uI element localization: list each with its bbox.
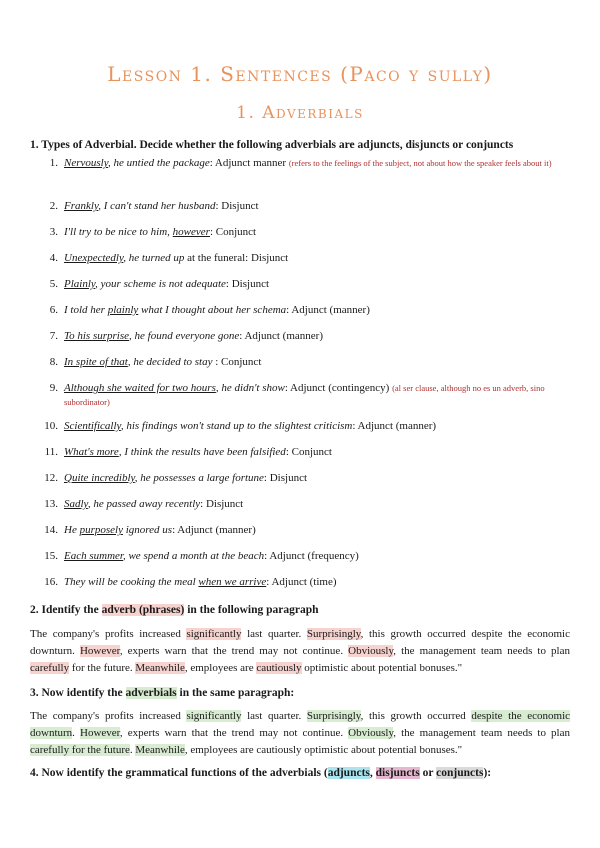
list-text bbox=[64, 445, 574, 459]
list-text bbox=[64, 225, 574, 239]
page-title: Lesson 1. Sentences (Paco y sully) bbox=[107, 62, 493, 86]
list-text bbox=[64, 251, 574, 265]
example-sentence: Frankly, I can't stand her husband bbox=[64, 200, 216, 212]
adverbial-underlined: plainly bbox=[107, 304, 139, 316]
list-text bbox=[64, 199, 574, 213]
list-number: 2. bbox=[49, 200, 58, 212]
paragraph-adverbials bbox=[30, 708, 570, 759]
adverbial-underlined: Nervously bbox=[64, 157, 108, 169]
list-text bbox=[64, 303, 574, 317]
example-sentence: Quite incredibly, he possesses a large fortune bbox=[64, 472, 264, 484]
list-number: 7. bbox=[49, 330, 58, 342]
example-sentence: To his surprise, he found everyone gone bbox=[64, 330, 240, 342]
list-number: 6. bbox=[49, 304, 58, 316]
example-sentence: I told her plainly what I thought about her schema bbox=[64, 304, 287, 316]
highlighted-term: However bbox=[79, 645, 120, 657]
example-sentence: Although she waited for two hours, he didn't show bbox=[64, 382, 285, 394]
answer-note: (refers to the feelings of the subject, not about how the speaker feels about it) bbox=[288, 158, 552, 168]
highlighted-term: However bbox=[80, 727, 120, 739]
answer: : Adjunct (manner) bbox=[352, 420, 437, 432]
example-sentence: I'll try to be nice to him, however bbox=[64, 226, 210, 238]
highlighted-term: Meanwhile bbox=[135, 744, 185, 756]
answer: : Disjunct bbox=[225, 278, 270, 290]
example-sentence: What's more, I think the results have been falsified bbox=[64, 446, 286, 458]
adverbial-underlined: Sadly bbox=[64, 498, 88, 510]
adverbial-underlined: however bbox=[172, 226, 210, 238]
adverbial-underlined: Quite incredibly bbox=[64, 472, 135, 484]
example-sentence: They will be cooking the meal when we arrive bbox=[64, 576, 267, 588]
answer: : Disjunct bbox=[215, 200, 259, 212]
answer: : Adjunct (frequency) bbox=[264, 550, 359, 562]
paragraph-text: , experts warn that the trend may not continue. bbox=[119, 645, 349, 657]
answer-note: (al ser clause, although no es un adverb, sino subordinator) bbox=[64, 383, 545, 407]
section-subtitle: 1. Adverbials bbox=[236, 103, 364, 123]
adverbial-underlined: In spite of that bbox=[64, 356, 128, 368]
adverbial-underlined: Although she waited for two hours bbox=[64, 382, 216, 394]
answer: : Adjunct (manner) bbox=[286, 304, 370, 316]
paragraph-text: last quarter. bbox=[241, 628, 307, 640]
list-text bbox=[64, 381, 574, 409]
list-number: 12. bbox=[44, 472, 58, 484]
section1-heading: 1. Types of Adverbial. Decide whether the following adverbials are adjuncts, disjuncts or conjuncts bbox=[30, 139, 514, 151]
adverbial-underlined: Frankly bbox=[64, 200, 99, 212]
paragraph-text: , experts warn that the trend may not continue. bbox=[119, 727, 349, 739]
paragraph-text: The company's profits increased bbox=[30, 628, 187, 640]
adverbial-underlined: To his surprise bbox=[64, 330, 130, 342]
answer: : Conjunct bbox=[212, 356, 262, 368]
answer: : Adjunct manner bbox=[209, 157, 289, 169]
answer: : Conjunct bbox=[285, 446, 332, 458]
answer: : Disjunct bbox=[263, 472, 308, 484]
section2-heading: 2. Identify the adverb (phrases) in the following paragraph bbox=[30, 604, 319, 616]
list-number: 5. bbox=[49, 278, 58, 290]
list-text bbox=[64, 419, 574, 433]
list-number: 11. bbox=[44, 446, 58, 458]
highlighted-term: significantly bbox=[186, 628, 242, 640]
example-sentence: In spite of that, he decided to stay bbox=[64, 356, 213, 368]
example-sentence: Each summer, we spend a month at the beach bbox=[64, 550, 265, 562]
paragraph-text: , employees are bbox=[184, 662, 257, 674]
highlighted-term: cautiously bbox=[256, 662, 302, 674]
section4-heading: 4. Now identify the grammatical functions of the adverbials (adjuncts, disjuncts or conjuncts): bbox=[30, 767, 492, 779]
answer: : Adjunct (manner) bbox=[172, 524, 256, 536]
paragraph-text: . bbox=[72, 727, 80, 739]
list-number: 4. bbox=[49, 252, 58, 264]
paragraph-text: , this growth occurred despite the economic downturn. bbox=[30, 628, 570, 657]
answer: : Adjunct (contingency) bbox=[284, 382, 393, 394]
highlighted-term: significantly bbox=[186, 710, 242, 722]
answer: : Conjunct bbox=[209, 226, 257, 238]
adverbial-underlined: Each summer bbox=[64, 550, 123, 562]
list-text bbox=[64, 523, 574, 537]
example-sentence: Scientifically, his findings won't stand up to the slightest criticism bbox=[64, 420, 353, 432]
list-text bbox=[64, 329, 574, 343]
highlighted-term: Surprisingly bbox=[306, 628, 361, 640]
list-number: 3. bbox=[49, 226, 58, 238]
example-sentence: Nervously, he untied the package bbox=[64, 157, 210, 169]
list-text bbox=[64, 549, 574, 563]
paragraph-text: last quarter. bbox=[241, 710, 307, 722]
highlighted-term: Obviously bbox=[348, 727, 394, 739]
highlighted-term: Surprisingly bbox=[306, 710, 361, 722]
list-text bbox=[64, 471, 574, 485]
list-number: 9. bbox=[49, 382, 58, 394]
list-number: 8. bbox=[49, 356, 58, 368]
highlighted-term: Meanwhile bbox=[135, 662, 185, 674]
answer: : Disjunct bbox=[200, 498, 244, 510]
adverbial-underlined: when we arrive bbox=[198, 576, 267, 588]
adverbial-underlined: What's more bbox=[64, 446, 119, 458]
adverbial-underlined: Plainly bbox=[64, 278, 96, 290]
section3-heading: 3. Now identify the adverbials in the same paragraph: bbox=[30, 687, 295, 699]
list-text bbox=[64, 355, 574, 369]
paragraph-text: , employees are cautiously optimistic about potential bonuses." bbox=[184, 744, 463, 756]
answer: at the funeral: Disjunct bbox=[184, 252, 289, 264]
list-number: 14. bbox=[44, 524, 58, 536]
example-sentence: Unexpectedly, he turned up bbox=[64, 252, 185, 264]
list-text bbox=[64, 575, 574, 589]
adverbial-underlined: purposely bbox=[79, 524, 123, 536]
highlighted-term: Obviously bbox=[348, 645, 394, 657]
example-sentence: Sadly, he passed away recently bbox=[64, 498, 201, 510]
paragraph-text: , this growth occurred bbox=[360, 710, 472, 722]
highlighted-term: despite the economic downturn bbox=[30, 710, 571, 739]
highlighted-term: carefully for the future bbox=[30, 744, 130, 756]
list-text bbox=[64, 277, 574, 291]
paragraph-text: , the management team needs to plan bbox=[393, 727, 570, 739]
list-number: 13. bbox=[44, 498, 58, 510]
paragraph-text: The company's profits increased bbox=[30, 710, 187, 722]
adverbial-underlined: Unexpectedly bbox=[64, 252, 124, 264]
highlighted-term: carefully bbox=[30, 662, 70, 674]
paragraph-text: for the future. bbox=[69, 662, 136, 674]
list-number: 15. bbox=[44, 550, 58, 562]
example-sentence: He purposely ignored us bbox=[64, 524, 173, 536]
list-number: 16. bbox=[44, 576, 58, 588]
paragraph-text: . bbox=[129, 744, 136, 756]
list-text bbox=[64, 497, 574, 511]
list-text bbox=[64, 156, 574, 170]
example-sentence: Plainly, your scheme is not adequate bbox=[64, 278, 226, 290]
adverbial-underlined: Scientifically bbox=[64, 420, 121, 432]
paragraph-text: , the management team needs to plan bbox=[393, 645, 570, 657]
answer: : Adjunct (time) bbox=[266, 576, 337, 588]
list-number: 10. bbox=[44, 420, 58, 432]
paragraph-adverbs bbox=[30, 626, 570, 677]
paragraph-text: optimistic about potential bonuses." bbox=[301, 662, 463, 674]
list-number: 1. bbox=[49, 157, 58, 169]
answer: : Adjunct (manner) bbox=[239, 330, 323, 342]
